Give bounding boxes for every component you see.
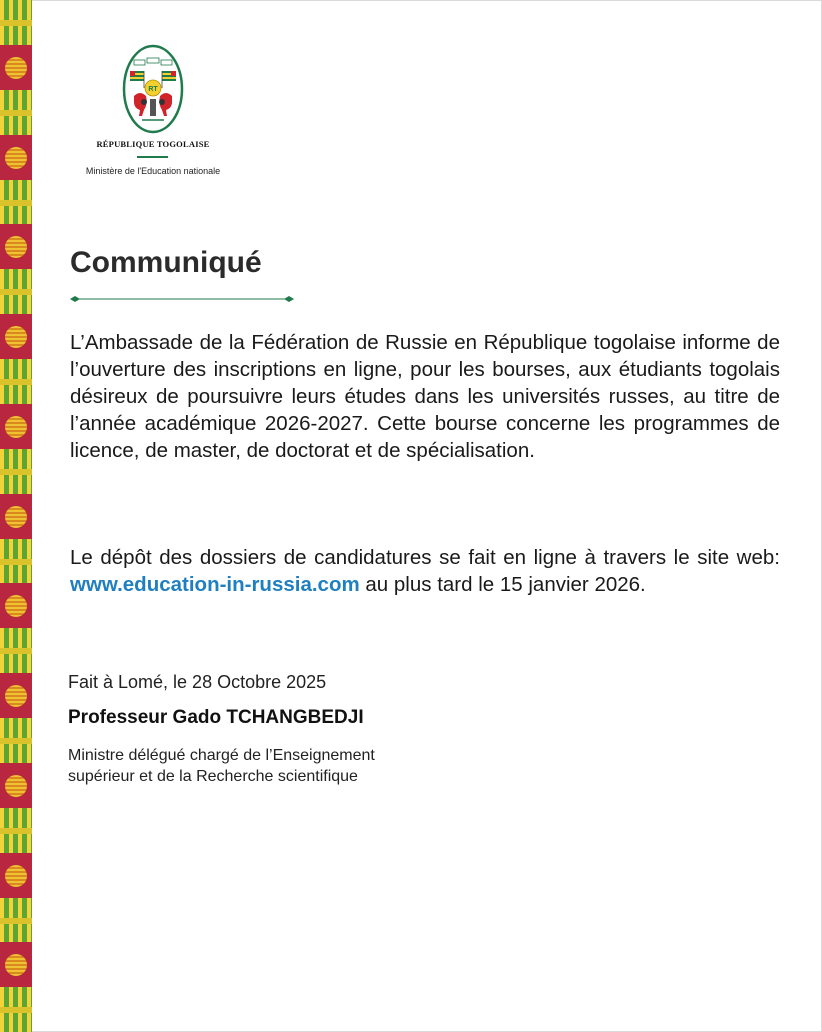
strip-tile [0, 0, 32, 45]
strip-tile [0, 90, 32, 135]
coat-of-arms-icon [122, 44, 184, 134]
strip-tile [0, 853, 32, 898]
signatory-name: Professeur Gado TCHANGBEDJI [68, 707, 364, 728]
national-emblem [122, 44, 184, 134]
strip-tile [0, 224, 32, 269]
decorative-side-strip [0, 0, 32, 1032]
strip-tile [0, 718, 32, 763]
signatory-role-line: Ministre délégué chargé de l’Enseignement [68, 747, 375, 764]
strip-tile [0, 45, 32, 90]
title-divider [70, 293, 294, 305]
strip-tile [0, 135, 32, 180]
strip-tile [0, 942, 32, 987]
ministry-name: Ministère de l'Education nationale [85, 166, 221, 176]
strip-tile [0, 628, 32, 673]
country-name: RÉPUBLIQUE TOGOLAISE [96, 139, 210, 149]
strip-tile [0, 539, 32, 584]
strip-tile [0, 987, 32, 1032]
strip-tile [0, 673, 32, 718]
strip-tile [0, 583, 32, 628]
strip-tile [0, 404, 32, 449]
application-website-link[interactable]: www.education-in-russia.com [70, 573, 360, 596]
strip-tile [0, 808, 32, 853]
strip-tile [0, 180, 32, 225]
place-and-date: Fait à Lomé, le 28 Octobre 2025 [68, 672, 327, 692]
strip-tile [0, 449, 32, 494]
announcement-paragraph: L’Ambassade de la Fédération de Russie en République togolaise informe de l’ouverture des inscriptions en ligne, pour les bourses, aux étudiants togolais désireux de poursuivre leurs études dans les universités russes, au titre de l’année académique 2026-2027. Cette bourse concerne les programmes de licence, de master, de doctorat et de spécialisation. [70, 331, 780, 462]
signatory-role [68, 745, 488, 787]
strip-tile [0, 494, 32, 539]
strip-tile [0, 763, 32, 808]
application-text-start: Le dépôt des dossiers de candidatures se fait en ligne à travers le site web: [70, 546, 780, 569]
application-paragraph [70, 544, 780, 598]
strip-tile [0, 314, 32, 359]
strip-tile [0, 898, 32, 943]
svg-text:RT: RT [148, 86, 158, 93]
strip-tile [0, 359, 32, 404]
header-divider [137, 156, 168, 158]
application-deadline-text: au plus tard le 15 janvier 2026. [359, 573, 646, 596]
strip-tile [0, 269, 32, 314]
signatory-role-line: supérieur et de la Recherche scientifique [68, 768, 358, 785]
page-title: Communiqué [70, 246, 262, 279]
